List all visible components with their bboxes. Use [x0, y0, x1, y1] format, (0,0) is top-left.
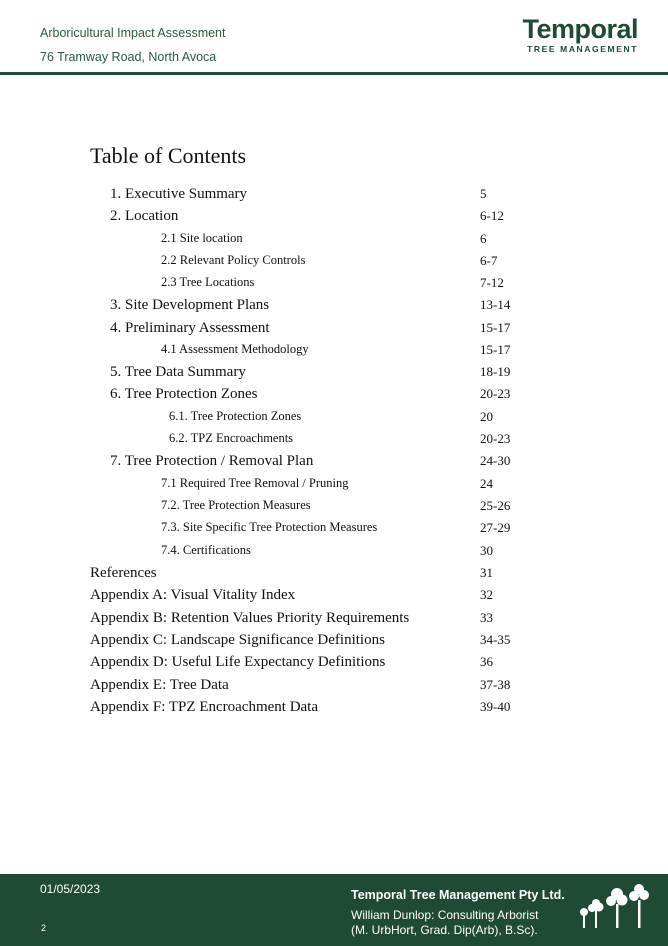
toc-entry-page: 30 — [480, 543, 493, 558]
toc-entry[interactable] — [0, 453, 668, 475]
toc-entry[interactable] — [0, 253, 668, 275]
company-logo — [522, 14, 638, 55]
toc-entry[interactable] — [0, 208, 668, 230]
toc-entry-page: 15-17 — [480, 342, 511, 357]
toc-entry-page: 27-29 — [480, 520, 511, 535]
site-address: 76 Tramway Road, North Avoca — [40, 50, 217, 64]
toc-entry[interactable] — [0, 386, 668, 408]
toc-entry-page: 6-7 — [480, 253, 498, 268]
toc-entry-page: 31 — [480, 565, 493, 580]
footer-company-name: Temporal Tree Management Pty Ltd. — [351, 888, 565, 902]
toc-entry[interactable] — [0, 342, 668, 364]
toc-entry-page: 18-19 — [480, 364, 511, 379]
toc-entry[interactable] — [0, 543, 668, 565]
document-date: 01/05/2023 — [40, 882, 101, 896]
page-number: 2 — [41, 923, 47, 933]
logo-tagline: TREE MANAGEMENT — [527, 44, 638, 54]
toc-entry-label: 2.2 Relevant Policy Controls — [161, 253, 306, 267]
toc-entry-label: 6.1. Tree Protection Zones — [169, 409, 302, 423]
toc-entry-page: 5 — [480, 186, 487, 201]
toc-entry-page: 6-12 — [480, 208, 504, 223]
toc-entry[interactable] — [0, 587, 668, 609]
toc-entry[interactable] — [0, 409, 668, 431]
toc-entry[interactable] — [0, 610, 668, 632]
toc-entry[interactable] — [0, 476, 668, 498]
toc-entry[interactable] — [0, 565, 668, 587]
toc-entry-page: 39-40 — [480, 699, 511, 714]
toc-entry-label: 7.2. Tree Protection Measures — [161, 498, 311, 512]
toc-entry-label: 6.2. TPZ Encroachments — [169, 431, 294, 445]
toc-entry-label: 2.1 Site location — [161, 231, 243, 245]
toc-entry[interactable] — [0, 297, 668, 319]
toc-entry-label: 4. Preliminary Assessment — [110, 320, 270, 336]
toc-entry-label: 3. Site Development Plans — [110, 297, 270, 313]
toc-entry-page: 20-23 — [480, 431, 511, 446]
toc-entry-page: 7-12 — [480, 275, 504, 290]
toc-entry-label: 7. Tree Protection / Removal Plan — [110, 453, 314, 469]
toc-entry-label: 6. Tree Protection Zones — [110, 386, 258, 402]
toc-entry-label: Appendix F: TPZ Encroachment Data — [90, 699, 319, 715]
toc-entry-label: 1. Executive Summary — [110, 186, 248, 202]
logo-wordmark: Temporal — [522, 14, 638, 44]
toc-entry[interactable] — [0, 275, 668, 297]
toc-entry[interactable] — [0, 186, 668, 208]
toc-entry-label: References — [90, 565, 157, 581]
toc-entry-page: 6 — [480, 231, 487, 246]
footer-qualifications: (M. UrbHort, Grad. Dip(Arb), B.Sc). — [351, 923, 538, 937]
toc-entry[interactable] — [0, 364, 668, 386]
toc-entry-page: 36 — [480, 654, 493, 669]
toc-entry-label: 7.4. Certifications — [161, 543, 251, 557]
toc-entry-label: Appendix B: Retention Values Priority Requirements — [90, 610, 410, 626]
toc-entry[interactable] — [0, 231, 668, 253]
toc-entry-label: Appendix C: Landscape Significance Definitions — [90, 632, 385, 648]
page-footer — [0, 874, 668, 946]
toc-entry-label: Appendix D: Useful Life Expectancy Definitions — [90, 654, 386, 670]
toc-entry-page: 34-35 — [480, 632, 511, 647]
toc-entry[interactable] — [0, 677, 668, 699]
toc-entry-label: 2. Location — [110, 208, 179, 224]
toc-entry-page: 20-23 — [480, 386, 511, 401]
toc-entry-label: Appendix A: Visual Vitality Index — [90, 587, 296, 603]
toc-entry-page: 37-38 — [480, 677, 511, 692]
toc-entry-page: 24-30 — [480, 453, 511, 468]
toc-entry[interactable] — [0, 498, 668, 520]
toc-entry-label: Appendix E: Tree Data — [90, 677, 229, 693]
toc-entry-page: 20 — [480, 409, 493, 424]
toc-entry[interactable] — [0, 632, 668, 654]
toc-entry[interactable] — [0, 654, 668, 676]
toc-entry[interactable] — [0, 431, 668, 453]
toc-entry[interactable] — [0, 520, 668, 542]
toc-entry-page: 32 — [480, 587, 493, 602]
toc-entry-page: 15-17 — [480, 320, 511, 335]
toc-entry-label: 5. Tree Data Summary — [110, 364, 246, 380]
report-title: Arboricultural Impact Assessment — [40, 26, 226, 40]
toc-title: Table of Contents — [90, 143, 247, 168]
footer-author: William Dunlop: Consulting Arborist — [351, 908, 539, 922]
toc-entry-page: 33 — [480, 610, 493, 625]
toc-entry-label: 7.1 Required Tree Removal / Pruning — [161, 476, 349, 490]
toc-entry[interactable] — [0, 699, 668, 721]
trees-icon — [578, 884, 654, 934]
toc-entry-page: 24 — [480, 476, 493, 491]
toc-entry-label: 2.3 Tree Locations — [161, 275, 255, 289]
page-header — [0, 0, 668, 75]
toc-entry[interactable] — [0, 320, 668, 342]
toc-entry-label: 7.3. Site Specific Tree Protection Measures — [161, 520, 378, 534]
toc-entry-label: 4.1 Assessment Methodology — [161, 342, 309, 356]
toc-entry-page: 25-26 — [480, 498, 511, 513]
toc-entry-page: 13-14 — [480, 297, 511, 312]
